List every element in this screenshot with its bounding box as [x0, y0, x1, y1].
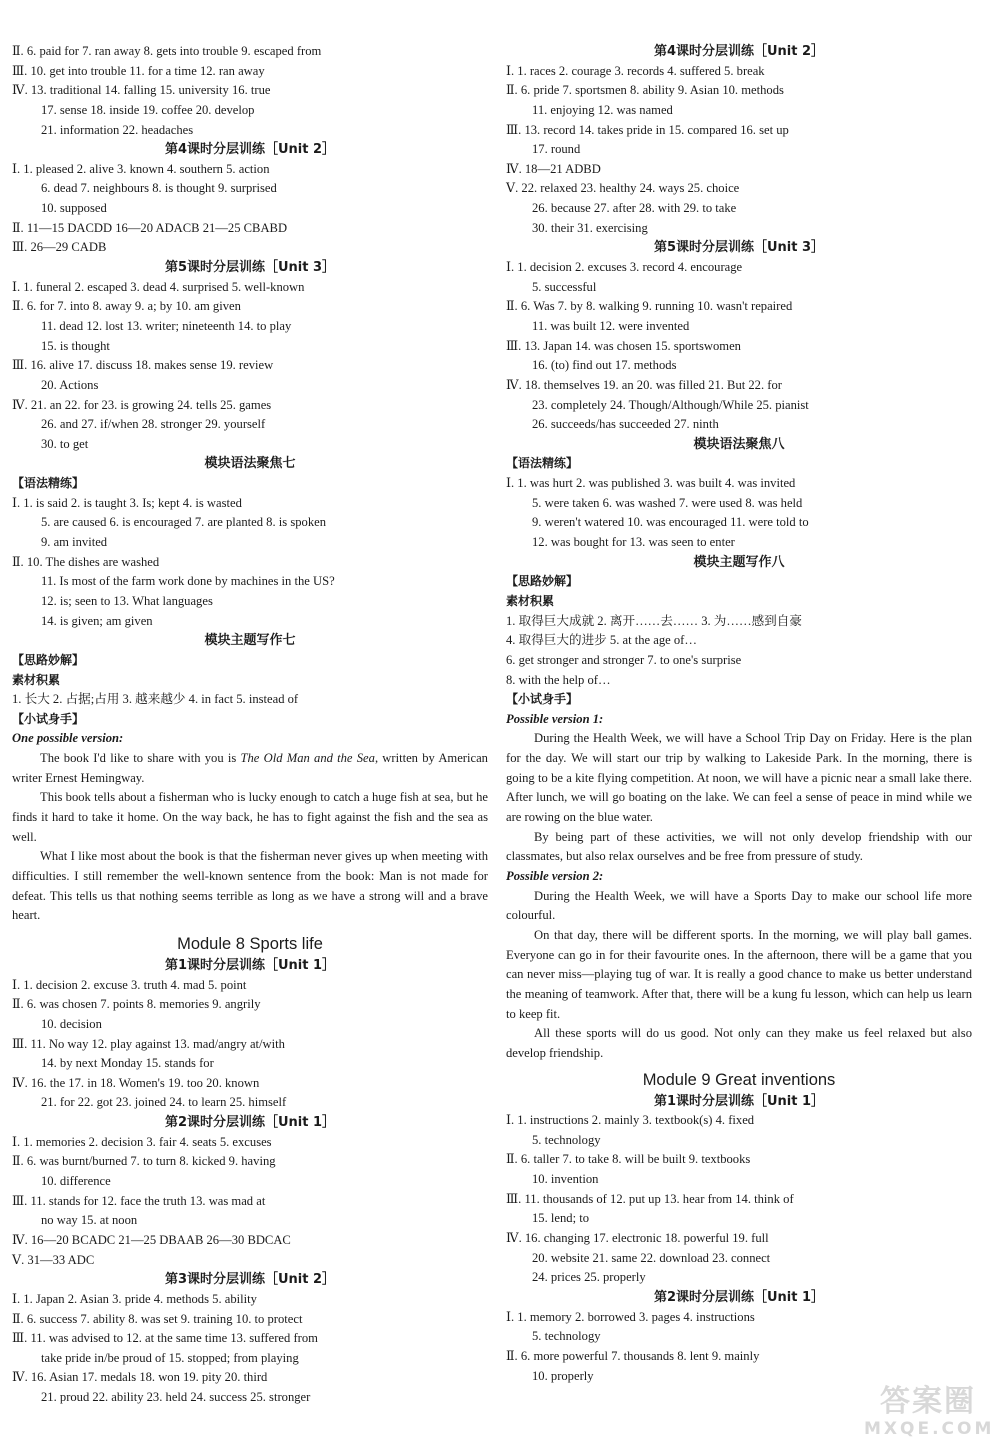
answer-line: Ⅱ. 6. Was 7. by 8. walking 9. running 10. wasn't repaired — [506, 299, 793, 314]
essay-paragraph: By being part of these activities, we will not only develop friendship with our classmates, but also relax ourselves and be free from pressure of study. — [506, 829, 972, 864]
answer-line: Ⅲ. 16. alive 17. discuss 18. makes sense 19. review — [12, 358, 274, 373]
answer-line: Ⅳ. 18—21 ADBD — [506, 161, 601, 176]
essay-paragraph: During the Health Week, we will have a Sports Day to make our school life more colourful. — [506, 888, 972, 923]
answer-line: 30. their 31. exercising — [532, 220, 648, 235]
answer-line: Ⅳ. 16. the 17. in 18. Women's 19. too 20. known — [12, 1075, 260, 1090]
version-label: Possible version 1: — [506, 711, 604, 726]
answer-line: 12. was bought for 13. was seen to enter — [532, 535, 735, 550]
answer-line: 11. enjoying 12. was named — [532, 102, 673, 117]
answer-line: Ⅱ. 6. success 7. ability 8. was set 9. training 10. to protect — [12, 1311, 303, 1326]
answer-line: Ⅲ. 10. get into trouble 11. for a time 12. ran away — [12, 63, 265, 78]
answer-line: 10. decision — [41, 1016, 102, 1031]
essay-paragraph: During the Health Week, we will have a School Trip Day on Friday. Here is the plan for the day. We will start our trip by walking to Lakeside Park. In the morning, there is going to be a kite flying competition. At noon, we will have a picnic near a small lake there. After lunch, we will go boating on the lake. We can feel a sense of peace in mind while we are rowing on the blue water. — [506, 731, 972, 825]
section-heading: 第2课时分层训练［Unit 1］ — [164, 1115, 336, 1131]
answer-line: Ⅰ. 1. Japan 2. Asian 3. pride 4. methods 5. ability — [12, 1291, 257, 1306]
answer-line: Ⅰ. 1. decision 2. excuse 3. truth 4. mad 5. point — [12, 977, 247, 992]
answer-line: Ⅳ. 16—20 BCADC 21—25 DBAAB 26—30 BDCAC — [12, 1232, 291, 1247]
answer-line: Ⅲ. 11. was advised to 12. at the same time 13. suffered from — [12, 1331, 318, 1346]
answer-line: Ⅱ. 6. taller 7. to take 8. will be built 9. textbooks — [506, 1152, 751, 1167]
answer-line: Ⅰ. 1. races 2. courage 3. records 4. suffered 5. break — [506, 63, 765, 78]
answer-line: 15. lend; to — [532, 1211, 590, 1226]
section-heading: 第4课时分层训练［Unit 2］ — [653, 44, 825, 59]
answer-line: Ⅰ. 1. decision 2. excuses 3. record 4. encourage — [506, 260, 743, 275]
answer-line: Ⅱ. 10. The dishes are washed — [12, 554, 160, 569]
left-column — [12, 42, 488, 1408]
answer-line: Ⅲ. 11. thousands of 12. put up 13. hear from 14. think of — [506, 1191, 794, 1206]
right-column — [506, 42, 972, 1386]
answer-line: Ⅱ. 6. was chosen 7. points 8. memories 9. angrily — [12, 997, 261, 1012]
answer-line: 20. Actions — [41, 377, 99, 392]
answer-line: 11. dead 12. lost 13. writer; nineteenth 14. to play — [41, 318, 292, 333]
answer-line: Ⅱ. 6. was burnt/burned 7. to turn 8. kicked 9. having — [12, 1154, 276, 1169]
answer-line: Ⅰ. 1. instructions 2. mainly 3. textbook(s) 4. fixed — [506, 1113, 755, 1128]
section-heading: 第3课时分层训练［Unit 2］ — [164, 1272, 336, 1288]
answer-line: no way 15. at noon — [41, 1213, 138, 1228]
section-heading: 第5课时分层训练［Unit 3］ — [653, 240, 825, 256]
section-heading: 第2课时分层训练［Unit 1］ — [653, 1289, 825, 1305]
answer-line: Ⅰ. 1. memories 2. decision 3. fair 4. seats 5. excuses — [12, 1134, 272, 1149]
answer-line: Ⅰ. 1. is said 2. is taught 3. Is; kept 4. is wasted — [12, 495, 242, 510]
answer-line: 12. is; seen to 13. What languages — [41, 593, 213, 608]
section-heading: 第4课时分层训练［Unit 2］ — [164, 142, 336, 158]
answer-line: 5. successful — [532, 279, 597, 294]
answer-line: Ⅳ. 21. an 22. for 23. is growing 24. tells 25. games — [12, 397, 272, 412]
answer-line: 26. because 27. after 28. with 29. to take — [532, 201, 737, 216]
answer-line: 17. round — [532, 142, 581, 157]
answer-line: 5. were taken 6. was washed 7. were used 8. was held — [532, 495, 803, 510]
answer-line: Ⅳ. 13. traditional 14. falling 15. university 16. true — [12, 83, 271, 98]
answer-line: 26. and 27. if/when 28. stronger 29. yourself — [41, 417, 266, 432]
answer-line: 9. weren't watered 10. was encouraged 11. were told to — [532, 515, 809, 530]
answer-line: Ⅲ. 13. record 14. takes pride in 15. compared 16. set up — [506, 122, 789, 137]
answer-line: 26. succeeds/has succeeded 27. ninth — [532, 417, 719, 432]
answer-line: 9. am invited — [41, 535, 108, 550]
section-tag: 【语法精练】 — [506, 456, 579, 471]
answer-line: take pride in/be proud of 15. stopped; from playing — [41, 1350, 299, 1365]
answer-line: Ⅱ. 11—15 DACDD 16—20 ADACB 21—25 CBABD — [12, 220, 288, 235]
answer-line: 1. 长大 2. 占据;占用 3. 越来越少 4. in fact 5. instead of — [12, 692, 299, 707]
version-label: One possible version: — [12, 731, 124, 746]
answer-line: 5. are caused 6. is encouraged 7. are planted 8. is spoken — [41, 515, 327, 530]
answer-line: 5. technology — [532, 1132, 601, 1147]
answer-line: 30. to get — [41, 436, 89, 451]
section-heading: 第1课时分层训练［Unit 1］ — [164, 957, 336, 973]
answer-line: 1. 取得巨大成就 2. 离开……去…… 3. 为……感到自豪 — [506, 613, 802, 628]
answer-line: 16. (to) find out 17. methods — [532, 358, 677, 373]
answer-line: Ⅱ. 6. paid for 7. ran away 8. gets into trouble 9. escaped from — [12, 44, 322, 58]
left-answer-lines — [12, 42, 488, 749]
answer-line: 8. with the help of… — [506, 672, 611, 687]
section-tag: 【思路妙解】 — [506, 574, 579, 589]
answer-line: 10. supposed — [41, 201, 107, 216]
answer-line: Ⅲ. 26—29 CADB — [12, 240, 107, 255]
answer-line: Ⅱ. 6. for 7. into 8. away 9. a; by 10. am given — [12, 299, 241, 314]
version-label: Possible version 2: — [506, 869, 604, 884]
answer-line: 21. proud 22. ability 23. held 24. success 25. stronger — [41, 1390, 311, 1405]
book-title: The Old Man and the Sea — [240, 751, 375, 766]
answer-line: Ⅲ. 11. stands for 12. face the truth 13. was mad at — [12, 1193, 266, 1208]
left-answer-lines-2 — [12, 956, 488, 1408]
answer-line: Ⅳ. 16. Asian 17. medals 18. won 19. pity 20. third — [12, 1370, 268, 1385]
answer-line: 17. sense 18. inside 19. coffee 20. develop — [41, 102, 255, 117]
answer-line: 15. is thought — [41, 338, 110, 353]
right-answer-lines — [506, 42, 972, 729]
essay-right — [506, 729, 972, 1063]
answer-line: Ⅰ. 1. was hurt 2. was published 3. was built 4. was invited — [506, 476, 796, 491]
module-heading: Module 8 Sports life — [177, 934, 323, 953]
answer-line: 5. technology — [532, 1329, 601, 1344]
subsection-label: 素材积累 — [12, 672, 61, 687]
answer-line: 4. 取得巨大的进步 5. at the age of… — [506, 633, 697, 648]
answer-line: Ⅳ. 18. themselves 19. an 20. was filled 21. But 22. for — [506, 377, 782, 392]
answer-line: Ⅴ. 31—33 ADC — [12, 1252, 95, 1267]
answer-line: Ⅱ. 6. more powerful 7. thousands 8. lent 9. mainly — [506, 1348, 760, 1363]
answer-line: 11. was built 12. were invented — [532, 318, 690, 333]
answer-line: 10. difference — [41, 1174, 111, 1189]
section-heading: 模块语法聚焦八 — [693, 436, 785, 452]
right-answer-lines-2 — [506, 1092, 972, 1387]
answer-line: Ⅰ. 1. pleased 2. alive 3. known 4. southern 5. action — [12, 161, 270, 176]
section-tag: 【语法精练】 — [12, 476, 85, 491]
answer-line: Ⅳ. 16. changing 17. electronic 18. powerful 19. full — [506, 1231, 769, 1246]
answer-line: 21. information 22. headaches — [41, 122, 194, 137]
module-heading: Module 9 Great inventions — [642, 1070, 836, 1089]
section-heading: 模块主题写作七 — [204, 633, 296, 649]
section-tag: 【思路妙解】 — [12, 652, 85, 667]
answer-line: Ⅰ. 1. memory 2. borrowed 3. pages 4. instructions — [506, 1309, 755, 1324]
essay-paragraph: On that day, there will be different sports. In the morning, we will play ball games. Everyone can go in for their favourite ones. In the afternoon, there will be a game that you can never miss—playing tug of war. It is really a good chance to make us better understand the meaning of teamwork. After that, there will be a kung fu lesson, which can help us learn to keep fit. — [506, 927, 972, 1021]
section-heading: 模块主题写作八 — [693, 554, 785, 570]
answer-line: 14. is given; am given — [41, 613, 153, 628]
answer-line: Ⅲ. 11. No way 12. play against 13. mad/angry at/with — [12, 1036, 285, 1051]
answer-line: Ⅲ. 13. Japan 14. was chosen 15. sportswomen — [506, 338, 741, 353]
section-heading: 第1课时分层训练［Unit 1］ — [653, 1093, 825, 1109]
watermark-logo: 答案圈 MXQE.COM — [864, 1384, 995, 1439]
section-heading: 模块语法聚焦七 — [204, 456, 296, 472]
answer-line: 10. invention — [532, 1172, 599, 1187]
section-tag: 【小试身手】 — [12, 711, 85, 726]
section-tag: 【小试身手】 — [506, 692, 579, 707]
answer-line: Ⅰ. 1. funeral 2. escaped 3. dead 4. surprised 5. well-known — [12, 279, 305, 294]
answer-line: 24. prices 25. properly — [532, 1270, 646, 1285]
answer-line: 21. for 22. got 23. joined 24. to learn 25. himself — [41, 1095, 287, 1110]
answer-line: 10. properly — [532, 1368, 594, 1383]
answer-line: Ⅴ. 22. relaxed 23. healthy 24. ways 25. choice — [506, 181, 740, 196]
essay-paragraph: This book tells about a fisherman who is lucky enough to catch a huge fish at sea, but he finds it hard to take it home. On the way back, he has to fight against the fish and the sea as well. — [12, 790, 488, 844]
answer-line: 11. Is most of the farm work done by machines in the US? — [41, 574, 335, 589]
answer-line: 6. dead 7. neighbours 8. is thought 9. surprised — [41, 181, 277, 196]
essay-paragraph: All these sports will do us good. Not only can they make us feel relaxed but also develop friendship. — [506, 1026, 972, 1060]
subsection-label: 素材积累 — [506, 593, 555, 608]
essay-paragraph: The book I'd like to share with you is The Old Man and the Sea, written by American writer Ernest Hemingway. — [12, 751, 488, 785]
answer-line: Ⅱ. 6. pride 7. sportsmen 8. ability 9. Asian 10. methods — [506, 83, 784, 98]
answer-line: 23. completely 24. Though/Although/While 25. pianist — [532, 397, 809, 412]
essay-paragraph: What I like most about the book is that the fisherman never gives up when meeting with difficulties. I still remember the well-known sentence from the book: Man is not made for defeat. This tells us that nothing seems terrible as long as we have a strong will and a brave heart. — [12, 849, 488, 923]
answer-line: 14. by next Monday 15. stands for — [41, 1056, 214, 1071]
section-heading: 第5课时分层训练［Unit 3］ — [164, 260, 336, 276]
answer-line: 20. website 21. same 22. download 23. connect — [532, 1250, 771, 1265]
answer-line: 6. get stronger and stronger 7. to one's surprise — [506, 652, 742, 667]
essay-left — [12, 749, 488, 926]
